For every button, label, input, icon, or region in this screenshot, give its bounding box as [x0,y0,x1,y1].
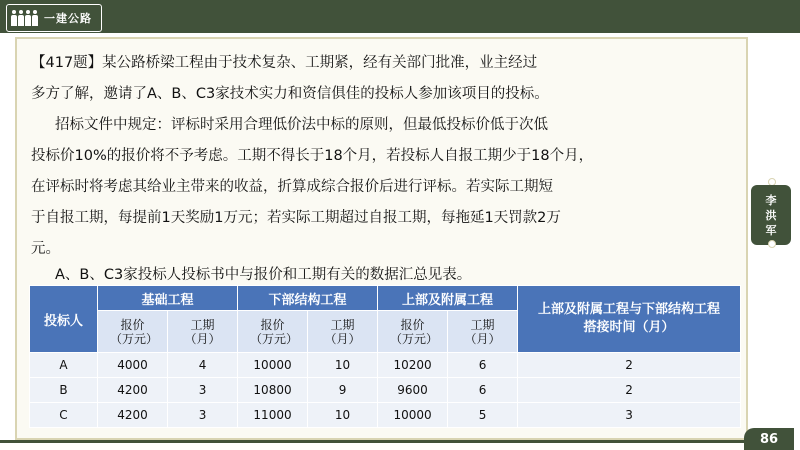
subheader-duration: 工期（月） [448,311,518,353]
side-tab-char: 洪 [765,208,777,222]
header-bidder: 投标人 [30,286,98,353]
side-tab-char: 军 [765,223,777,237]
cell-foundation-price: 4200 [98,378,168,403]
cell-superstructure-price: 10200 [378,353,448,378]
cell-foundation-duration: 3 [168,403,238,428]
question-text-line: 于自报工期，每提前1天奖励1万元；若实际工期超过自报工期，每拖延1天罚款2万 [31,210,561,226]
logo-text: 一建公路 [44,12,92,25]
question-text-line: 【417题】某公路桥梁工程由于技术复杂、工期紧，经有关部门批准，业主经过 [31,55,538,71]
table-row [30,403,741,428]
subheader-price: 报价（万元） [98,311,168,353]
people-icon [11,10,38,26]
subheader-price: 报价（万元） [238,311,308,353]
cell-overlap: 3 [518,403,741,428]
header-group-superstructure: 上部及附属工程 [378,286,518,311]
cell-overlap: 2 [518,353,741,378]
table-row [30,353,741,378]
cell-foundation-price: 4000 [98,353,168,378]
cell-substructure-duration: 10 [308,403,378,428]
header-overlap: 上部及附属工程与下部结构工程搭接时间（月） [518,286,741,353]
cell-foundation-duration: 3 [168,378,238,403]
bid-data-table [29,285,741,428]
top-bar [0,0,800,33]
cell-bidder: C [30,403,98,428]
table-header-row [30,286,741,311]
cell-substructure-price: 10000 [238,353,308,378]
footer-line [0,440,744,443]
subheader-duration: 工期（月） [168,311,238,353]
cell-superstructure-duration: 6 [448,378,518,403]
table-row [30,378,741,403]
cell-foundation-price: 4200 [98,403,168,428]
header-group-foundation: 基础工程 [98,286,238,311]
cell-superstructure-duration: 6 [448,353,518,378]
cell-foundation-duration: 4 [168,353,238,378]
cell-substructure-price: 10800 [238,378,308,403]
cell-overlap: 2 [518,378,741,403]
cell-substructure-duration: 9 [308,378,378,403]
cell-superstructure-price: 9600 [378,378,448,403]
cell-bidder: B [30,378,98,403]
side-tab-char: 李 [765,193,777,207]
header-group-substructure: 下部结构工程 [238,286,378,311]
question-text-line: 招标文件中规定：评标时采用合理低价法中标的原则，但最低投标价低于次低 [55,117,548,133]
cell-substructure-price: 11000 [238,403,308,428]
question-text-line: 在评标时将考虑其给业主带来的收益，折算成综合报价后进行评标。若实际工期短 [31,179,553,195]
cell-substructure-duration: 10 [308,353,378,378]
cell-bidder: A [30,353,98,378]
logo [6,4,102,32]
side-tab-dot-bottom [768,240,776,248]
cell-superstructure-duration: 5 [448,403,518,428]
question-text-line: 投标价10%的报价将不予考虑。工期不得长于18个月，若投标人自报工期少于18个月， [31,148,594,164]
question-text-line: A、B、C3家投标人投标书中与报价和工期有关的数据汇总见表。 [55,267,472,283]
page-number: 86 [744,428,794,450]
question-text-line: 元。 [31,241,60,257]
author-side-tab [751,185,791,245]
subheader-price: 报价（万元） [378,311,448,353]
subheader-duration: 工期（月） [308,311,378,353]
cell-superstructure-price: 10000 [378,403,448,428]
question-text-line: 多方了解，邀请了A、B、C3家技术实力和资信俱佳的投标人参加该项目的投标。 [31,86,549,102]
